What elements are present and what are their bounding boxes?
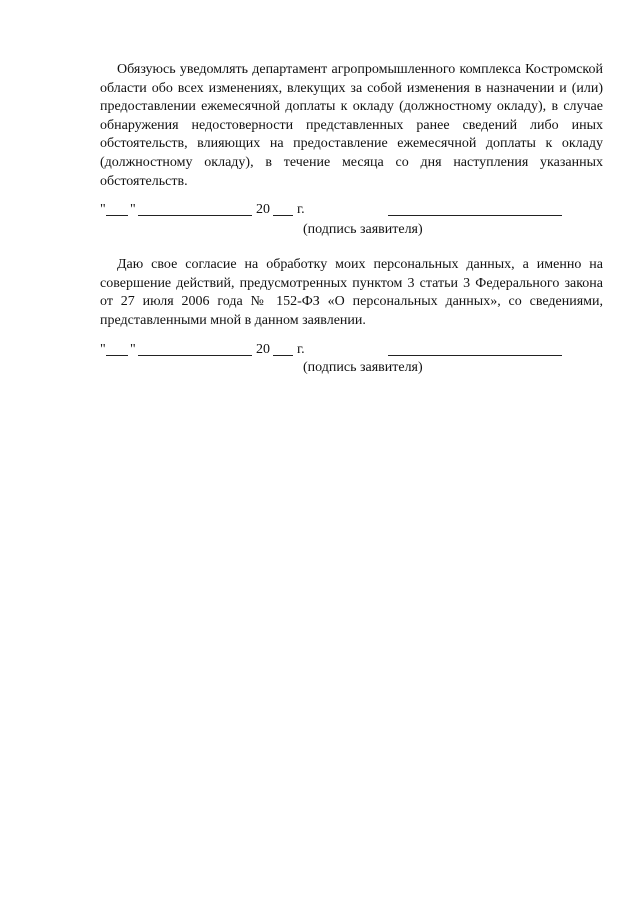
year-blank-line <box>273 355 293 356</box>
date-quote-open: " <box>100 342 106 357</box>
date-quote-open: " <box>100 202 106 217</box>
date-quote-close: " <box>130 202 136 217</box>
day-blank-line <box>106 355 128 356</box>
signature-blank-line <box>388 355 562 356</box>
year-blank-line <box>273 215 293 216</box>
signature-caption-2: (подпись заявителя) <box>303 360 423 375</box>
year-suffix: г. <box>297 202 305 217</box>
year-prefix: 20 <box>256 202 270 217</box>
obligation-paragraph: Обязуюсь уведомлять департамент агропромышленного комплекса Костромской области обо всех изменениях, влекущих за собой изменения в назначении и (или) предоставлении ежемесячной доплаты к окладу (должностному окладу), в случае обнаружения недостоверности представленных ранее сведений либо иных обстоятельств, влияющих на предоставление ежемесячной доплаты к окладу (должностному окладу), в течение месяца со дня наступления указанных обстоятельств. <box>100 62 603 189</box>
day-blank-line <box>106 215 128 216</box>
year-suffix: г. <box>297 342 305 357</box>
date-quote-close: " <box>130 342 136 357</box>
year-prefix: 20 <box>256 342 270 357</box>
date-signature-row-1 <box>100 201 603 219</box>
signature-blank-line <box>388 215 562 216</box>
signature-caption-1: (подпись заявителя) <box>303 222 423 237</box>
consent-paragraph: Даю свое согласие на обработку моих персональных данных, а именно на совершение действий, предусмотренных пунктом 3 статьи 3 Федерального закона от 27 июля 2006 года № 152-ФЗ «О персональных данных», со сведениями, представленными мной в данном заявлении. <box>100 257 603 328</box>
date-signature-row-2 <box>100 341 603 359</box>
month-blank-line <box>138 215 252 216</box>
month-blank-line <box>138 355 252 356</box>
